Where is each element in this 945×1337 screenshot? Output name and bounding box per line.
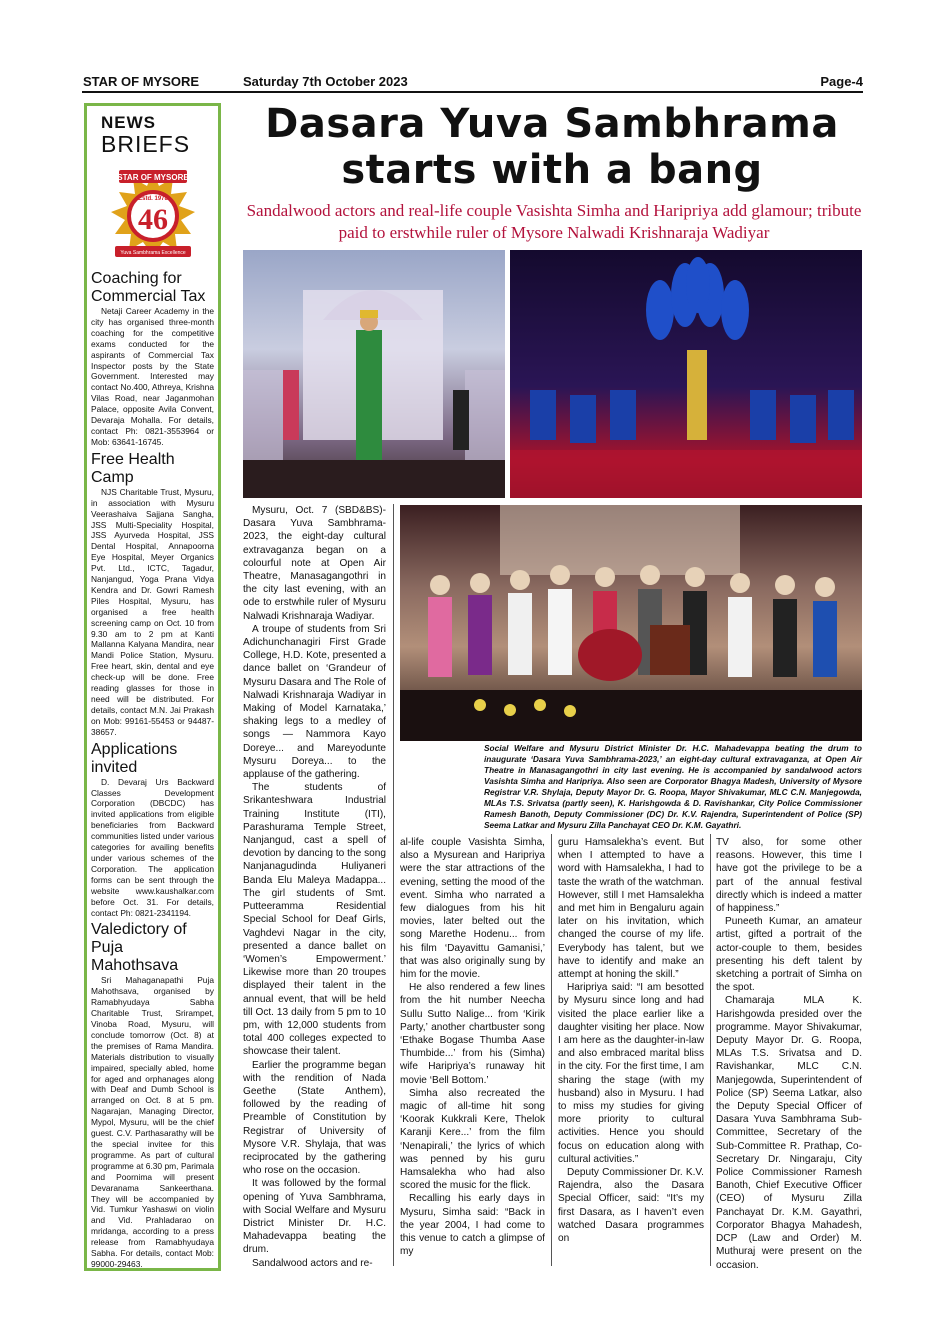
photo-caption: Social Welfare and Mysuru District Minister Dr. H.C. Mahadevappa beating the drum to inaugurate ‘Dasara Yuva Sambhrama-2023,’ an eight-day cultural extravaganza, at Open Air Theatre in Manasagangothri in city last evening. He is accompanied by sandalwood actors Vasishta Simha and Haripriya. Also seen are Corporator Bhagya Madesh, University of Mysore Registrar V.R. Shylaja, Deputy Mayor Dr. G. Roopa, Mayor Shivakumar, MLC C.N. Manjegowda, MLAs T.S. Srivatsa (partly seen), K. Harishgowda & D. Ravishankar, City Police Commissioner Ramesh Banoth, Deputy Commissioner (DC) Dr. K.V. Rajendra, Superintendent of Police (SP) Seema Latkar and Mysuru Zilla Panchayat CEO Dr. K.M. Gayathri.: [484, 743, 862, 830]
masthead-date: Saturday 7th October 2023: [243, 74, 408, 89]
article-column-1: [243, 504, 386, 1270]
headline-line-2: starts with a bang: [341, 147, 763, 193]
inauguration-drum-beating-photo: [400, 505, 862, 741]
news-briefs-title-news: NEWS: [101, 113, 156, 132]
article-paragraph: A troupe of students from Sri Adichunchanagiri First Grade College, H.D. Kote, presented a dance ballet on ‘Grandeur of Mysuru Dasara and The Role of Nalwadi Krishnaraja Wadiyar in Making of Model Karnataka,’ shaking legs to a medley of songs — Nammora Kayo Doreye... and Mareyodunte Mysuru Doreya... to the applause of the gathering.: [243, 623, 386, 781]
news-briefs-sidebar: [84, 103, 221, 1271]
brief-heading: Coaching for Commercial Tax: [91, 270, 206, 305]
article-paragraph: Sandalwood actors and re-: [252, 1257, 373, 1269]
masthead-rule: [82, 91, 863, 93]
article-paragraph: TV also, for some other reasons. However, this time I have got the privilege to be a part of the annual festival directly which is indeed a matter of happiness.”: [716, 837, 862, 915]
article-paragraph: Deputy Commissioner Dr. K.V. Rajendra, also the Dasara Special Officer, said: “It’s my first Dasara, as I haven’t even watched Dasara programmes on: [558, 1167, 704, 1245]
star-of-mysore-46-logo: [101, 166, 205, 266]
logo-number: 46: [137, 203, 168, 236]
article-paragraph: al-life couple Vasishta Simha, also a Mysurean and Haripriya were the star attractions of the evening, setting the mood of the event. Simha who narrated a few dialogues from his hit movies, later belted out the song Marethe Hodenu... from his film ‘Dayavittu Gamanisi,’ that was also originally sung by him for the movie.: [400, 837, 545, 981]
article-paragraph: Earlier the programme began with the rendition of Nada Geethe (State Anthem), followed by the reading of Preamble of Constitution by Registrar of University of Mysore V.R. Shylaja, that was reciprocated by the gathering who rose on the occasion.: [243, 1059, 386, 1177]
brief-body: Sri Mahaganapathi Puja Mahothsava, organised by Ramabhyudaya Sabha Charitable Trust, Srirampet, Vinoba Road, Mysuru, will conclude tomorrow (Oct. 8) at the premises of Rama Mandira. Materials distribution to visually impaired, specially abled, home for aged and orphanages along with Deaf and Dumb School is arranged on Oct. 8 at 5 pm. Nagarajan, Managing Director, Mypol, Mysuru, will be the chief guest. C.V. Parthasarathy will be the special invitee for this programme. As part of cultural programme at 6.30 pm, Parimala and Poornima will present Devaranama Sankeerthana. They will be accompanied by Vid. Tumkur Yashaswi on violin and Vid. Prahladarao on mridanga, according to a press release from Ramabhyudaya Sabha. For details, contact Mob: 99000-29463.: [91, 975, 214, 1269]
headline-line-1: Dasara Yuva Sambhrama: [265, 101, 839, 147]
logo-ribbon-text: Yuva Sambhrama Excellence: [119, 250, 186, 256]
article-paragraph: Puneeth Kumar, an amateur artist, gifted a portrait of the actor-couple to them, besides presenting his deft talent by sketching a portrait of Simha on the spot.: [716, 916, 862, 994]
logo-estd-text: Estd. 1978: [137, 196, 168, 202]
news-briefs-title-briefs: BRIEFS: [101, 131, 191, 157]
article-subheadline: Sandalwood actors and real-life couple Vasishta Simha and Haripriya add glamour; tribute paid to erstwhile ruler of Mysore Nalwadi Krishnaraja Wadiyar: [246, 201, 862, 242]
logo-top-text: STAR OF MYSORE: [116, 173, 189, 182]
brief-body: Netaji Career Academy in the city has organised three-month coaching for the competitive exams conducted for the aspirants of Commercial Tax Inspector posts by the State Government. Interested may contact No.400, Athreya, Krishna Vilas Road, near Jaganmohan Palace, opposite Avila Convent, Devaraja Mohalla. For details, contact Ph: 0821-3553964 or Mob: 63641-16745.: [91, 306, 214, 447]
article-column-2: [400, 836, 545, 1259]
article-headline: [232, 101, 872, 193]
column-rule-2: [551, 834, 552, 1266]
article-paragraph: He also rendered a few lines from the hit number Neecha Sullu Sutto Nalige... from ‘Kirik Party,’ another chartbuster song ‘Ethake Bogase Thumba Aase Thumbide...’ from his (Simha) wife Haripriya’s runaway hit movie ‘Bell Bottom.’: [400, 982, 545, 1086]
article-column-4: [716, 836, 862, 1272]
briefs-list: [91, 270, 214, 1270]
dance-ballet-palace-stage-photo: [243, 250, 505, 498]
article-paragraph: Simha also recreated the magic of all-time hit song ‘Koorak Kukkrali Kere, Thelok Karanji Kere...’ from the film ‘Nenapirali,’ the lyrics of which was penned by his guru Hamsalekha who had also scored the music for the flick.: [400, 1087, 545, 1192]
article-paragraph: Mysuru, Oct. 7 (SBD&BS)- Dasara Yuva Sambhrama-2023, the eight-day cultural extravaganza began on a colourful note at Open Air Theatre, Manasagangothri in the city last evening, with an ode to erstwhile ruler of Mysuru Nalwadi Krishnaraja Wadiyar.: [243, 505, 386, 622]
article-paragraph: Recalling his early days in Mysuru, Simha said: “Back in the year 2004, I had come to this venue to catch a glimpse of my: [400, 1193, 545, 1258]
article-paragraph: guru Hamsalekha’s event. But when I attempted to have a word with Hamsalekha, I had to taste the wrath of the watchman. However, still I met Hamsalekha and met him in Bengaluru again later on his invitation, which changed the course of my life. Everybody has talent, but we have to identify and make an attempt at honing the skill.”: [558, 837, 704, 981]
masthead-page-number: Page-4: [820, 74, 863, 89]
brief-heading: Free Health Camp: [91, 450, 175, 486]
article-column-3: [558, 836, 704, 1245]
brief-heading: Valedictory of Puja Mahothsava: [91, 921, 187, 975]
article-paragraph: The students of Srikanteshwara Industrial Training Institute (ITI), Parashurama Temple Street, Nanjangud, cast a spell of devotion by dancing to the song Nanjanagudinda Huliyaneri Banda Elu Maleya Madappa... The girl students of Smt. Putteeramma Residential Special School for Deaf Girls, Vaghdevi Nagar in the city, presented a dance ballet on ‘Women’s Empowerment.’ Likewise more than 20 troupes displayed their talent in the annual event, that will be held till Oct. 13 daily from 5 pm to 10 pm, with 12,000 students from total 400 colleges expected to showcase their talent.: [243, 782, 386, 1058]
column-rule-1: [393, 504, 394, 1266]
article-paragraph: Haripriya said: “I am besotted by Mysuru since long and had visited the place earlier like a daughter visiting her place. Now I am here as the daughter-in-law and also embraced marital bliss in the city. For the first time, I am sharing the stage (with my husband) also in Mysuru. I had to miss my studies for giving more priority to cultural activities. Hence you should focus on education along with cultural activities.”: [558, 982, 704, 1165]
article-paragraph: Chamaraja MLA K. Harishgowda presided over the programme. Mayor Shivakumar, Deputy Mayor Dr. G. Roopa, MLAs T.S. Srivatsa and D. Ravishankar, MLC C.N. Manjegowda, Superintendent of Police (SP) Seema Latkar, also the Deputy Special Officer of Dasara Yuva Sambhrama Sub-Committee, Secretary of the Sub-Committee R. Prathap, Co-Secretary Dr. Ningaraju, City Police Commissioner Ramesh Banoth, Chief Executive Officer (CEO) of Mysuru Zilla Panchayat Dr. K.M. Gayathri, Corporator Bhagya Mahadesh, DCP (Law and Order) M. Muthuraj were present on the occasion.: [716, 995, 862, 1271]
brief-heading: Applications invited: [91, 740, 178, 776]
column-rule-3: [710, 834, 711, 1266]
masthead-paper-name: STAR OF MYSORE: [83, 74, 200, 89]
brief-body: NJS Charitable Trust, Mysuru, in association with Mysuru Veerashaiva Sajjana Sangha, JSS Multi-Speciality Hospital, JSS Ayurveda Hospital, JSS Dental Hospital, Annapoorna Eye Hospital, Meyer Organics Pvt. Ltd., ICTC, Tagadur, Nanjangud, Yoga Prana Vidya Kendra and Dr. Gowri Ramesh Piles Hospital, Mysuru, has organised a free health screening camp on Oct. 10 from 9.30 am to 2 pm at Kanti Mallanna Kalyana Mandira, near Mandi Police Station, Mysuru. Free heart, skin, dental and eye check-up will be done. Free reading glasses for those in need will be distributed. For details, contact M.N. Jai Prakash on Mob: 99161-55453 or 94487-38657.: [91, 486, 214, 737]
dance-troupe-blue-costumes-photo: [510, 250, 862, 498]
brief-body: D. Devaraj Urs Backward Classes Development Corporation (DBCDC) has invited applications from eligible beneficiaries from Backward communities listed under various categories for availing benefits under various schemes of the Corporation. The application forms can be sent through the website www.kaushalkar.com before Oct. 31. For details, contact Ph: 0821-2341194.: [91, 776, 214, 918]
article-paragraph: It was followed by the formal opening of Yuva Sambhrama, with Social Welfare and Mysuru District Minister Dr. H.C. Mahadevappa beating the drum.: [243, 1178, 386, 1256]
